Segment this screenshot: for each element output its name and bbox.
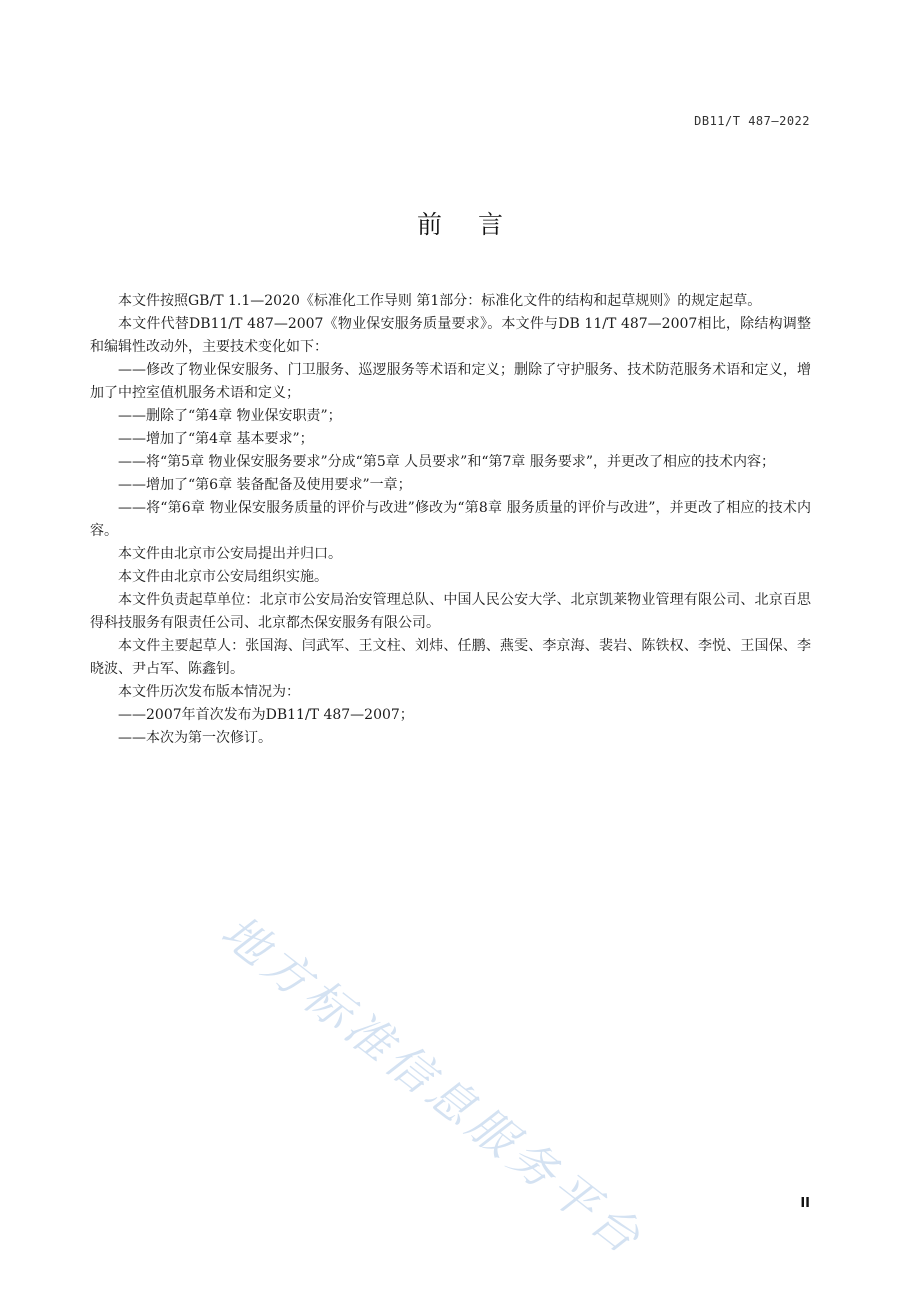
preface-body (90, 290, 811, 750)
paragraph: 本文件主要起草人：张国海、闫武军、王文柱、刘炜、任鹏、燕雯、李京海、裴岩、陈铁权、李悦、王国保、李晓波、尹占军、陈鑫钊。 (90, 638, 811, 677)
list-item: ——增加了“第6章 装备配备及使用要求”一章； (118, 477, 412, 493)
paragraph: 本文件由北京市公安局组织实施。 (118, 569, 328, 585)
page-number: II (800, 1196, 810, 1211)
list-item: ——将“第5章 物业保安服务要求”分成“第5章 人员要求”和“第7章 服务要求”，并更改了相应的技术内容； (118, 454, 776, 470)
document-code: DB11/T 487—2022 (694, 114, 810, 128)
list-item: ——增加了“第4章 基本要求”； (118, 431, 314, 447)
list-item: ——将“第6章 物业保安服务质量的评价与改进”修改为“第8章 服务质量的评价与改进”，并更改了相应的技术内容。 (90, 500, 811, 539)
list-item: ——删除了“第4章 物业保安职责”； (118, 408, 342, 424)
watermark: 地方标准信息服务平台 (211, 904, 655, 1267)
list-item: ——本次为第一次修订。 (118, 730, 272, 746)
list-item: ——2007年首次发布为DB11/T 487—2007； (118, 707, 414, 723)
paragraph: 本文件按照GB/T 1.1—2020《标准化工作导则 第1部分：标准化文件的结构和起草规则》的规定起草。 (118, 293, 762, 309)
paragraph: 本文件代替DB11/T 487—2007《物业保安服务质量要求》。本文件与DB 11/T 487—2007相比，除结构调整和编辑性改动外，主要技术变化如下： (90, 316, 811, 355)
paragraph: 本文件负责起草单位：北京市公安局治安管理总队、中国人民公安大学、北京凯莱物业管理有限公司、北京百思得科技服务有限责任公司、北京都杰保安服务有限公司。 (90, 592, 811, 631)
list-item: ——修改了物业保安服务、门卫服务、巡逻服务等术语和定义；删除了守护服务、技术防范服务术语和定义，增加了中控室值机服务术语和定义； (90, 362, 811, 401)
paragraph: 本文件由北京市公安局提出并归口。 (118, 546, 342, 562)
paragraph: 本文件历次发布版本情况为： (118, 684, 300, 700)
page-title: 前言 (416, 210, 539, 239)
